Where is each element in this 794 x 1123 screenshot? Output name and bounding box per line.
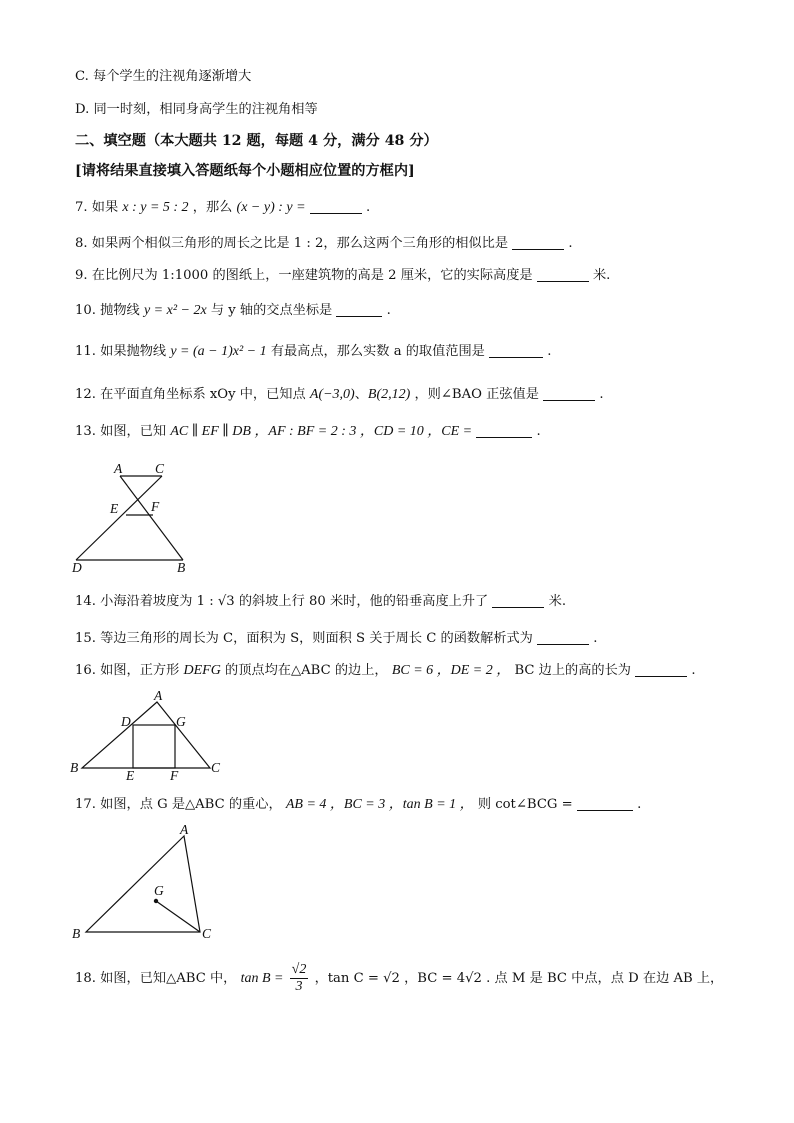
q7-math1: x : y = 5 : 2 [122, 200, 189, 215]
question-7 [75, 199, 370, 217]
question-15 [75, 630, 597, 648]
q16-mid: 的顶点均在△ABC 的边上， [225, 663, 388, 678]
q8-post: . [568, 236, 573, 251]
q12-mid: ，则∠BAO 正弦值是 [414, 387, 539, 402]
q14-post: 米. [548, 594, 567, 609]
q17-pre: 17. 如图，点 G 是△ABC 的重心， [75, 797, 282, 812]
q7-answer-blank [310, 199, 362, 214]
q16-answer-blank [635, 662, 687, 677]
question-17 [75, 796, 641, 814]
q15-pre: 15. 等边三角形的周长为 C，面积为 S，则面积 S 关于周长 C 的函数解析式为 [75, 631, 533, 646]
q10-mid: 与 y 轴的交点坐标是 [210, 303, 333, 318]
fig16-label-g: G [176, 714, 186, 729]
fig17-label-g: G [154, 883, 164, 898]
fig17-label-a: A [180, 822, 189, 837]
q13-post: . [536, 424, 541, 439]
q17-math: AB = 4 ，BC = 3 ，tan B = 1 ， [285, 797, 474, 812]
q12-sep: 、 [354, 387, 368, 402]
fig13-segment-ab [120, 476, 183, 560]
fig17-label-c: C [202, 926, 212, 941]
q7-post: . [365, 200, 371, 215]
q15-answer-blank [537, 630, 589, 645]
fig16-label-e: E [126, 768, 135, 783]
q18-tanb: tan B = [240, 971, 284, 986]
q7-pre: 7. 如果 [75, 200, 119, 215]
q11-pre: 11. 如果抛物线 [75, 344, 167, 359]
figure-16 [66, 688, 226, 784]
fig13-label-b: B [177, 560, 186, 575]
question-9 [75, 267, 610, 285]
q16-post: . [691, 663, 696, 678]
fig17-label-b: B [72, 926, 81, 941]
fig16-label-a: A [154, 688, 163, 703]
fig16-triangle-abc [82, 702, 210, 768]
q12-post: . [599, 387, 604, 402]
q17-tail: 则 cot∠BCG = [477, 797, 573, 812]
q13-answer-blank [476, 423, 532, 438]
fig16-label-f: F [170, 768, 179, 783]
q14-pre: 14. 小海沿着坡度为 1 : √3 的斜坡上行 80 米时，他的铅垂高度上升了 [75, 594, 489, 609]
q11-math: y = (a − 1)x² − 1 [170, 344, 267, 359]
q17-post: . [637, 797, 642, 812]
q16-square: DEFG [183, 663, 221, 678]
q12-point-b: B(2,12) [367, 387, 411, 402]
figure-17 [66, 820, 226, 944]
fig13-label-d: D [72, 560, 82, 575]
fig13-label-e: E [110, 501, 119, 516]
q11-answer-blank [489, 343, 543, 358]
q18-fraction [290, 962, 309, 995]
q17-answer-blank [577, 796, 633, 811]
question-8 [75, 235, 573, 253]
q15-post: . [593, 631, 598, 646]
q10-math: y = x² − 2x [143, 303, 207, 318]
q8-answer-blank [512, 235, 564, 250]
q18-pre: 18. 如图，已知△ABC 中， [75, 971, 237, 986]
fig16-label-d: D [121, 714, 131, 729]
question-13 [75, 423, 541, 441]
q18-fraction-numerator: √2 [291, 962, 307, 977]
q18-rest: ，tan C = √2 ，BC = 4√2 . 点 M 是 BC 中点，点 D 在边 AB 上， [314, 971, 724, 986]
q11-mid: 有最高点，那么实数 a 的取值范围是 [270, 344, 485, 359]
fig13-label-a: A [114, 461, 123, 476]
fig17-point-g [154, 899, 158, 903]
q16-tail: BC 边上的高的长为 [514, 663, 631, 678]
question-16 [75, 662, 696, 680]
question-11 [75, 343, 551, 361]
option-d: D. 同一时刻，相同身高学生的注视角相等 [75, 102, 318, 117]
section-title: 二、填空题（本大题共 12 题，每题 4 分，满分 48 分） [75, 133, 438, 149]
q10-post: . [386, 303, 391, 318]
question-10 [75, 302, 391, 320]
q16-pre: 16. 如图，正方形 [75, 663, 180, 678]
fig16-label-c: C [211, 760, 221, 775]
option-c: C. 每个学生的注视角逐渐增大 [75, 69, 252, 84]
q8-pre: 8. 如果两个相似三角形的周长之比是 1 : 2，那么这两个三角形的相似比是 [75, 236, 509, 251]
q12-point-a: A(−3,0) [309, 387, 355, 402]
q13-pre: 13. 如图，已知 [75, 424, 167, 439]
fig13-segment-cd [76, 476, 162, 560]
fig16-label-b: B [70, 760, 79, 775]
fig13-label-c: C [155, 461, 165, 476]
q7-mid: ，那么 [192, 200, 233, 215]
q16-math: BC = 6 ，DE = 2 ， [391, 663, 511, 678]
q9-post: 米. [592, 268, 611, 283]
q12-answer-blank [543, 386, 595, 401]
fig17-triangle-abc [86, 836, 200, 932]
fig16-square-defg [133, 725, 175, 768]
question-12 [75, 386, 604, 404]
figure-13 [66, 458, 196, 576]
q7-math2: (x − y) : y = [236, 200, 306, 215]
q10-pre: 10. 抛物线 [75, 303, 140, 318]
question-18 [75, 960, 723, 998]
question-14 [75, 593, 566, 611]
q9-answer-blank [537, 267, 589, 282]
q18-fraction-denominator: 3 [295, 979, 303, 994]
q9-pre: 9. 在比例尺为 1:1000 的图纸上，一座建筑物的高是 2 厘米，它的实际高度是 [75, 268, 533, 283]
q11-post: . [547, 344, 552, 359]
q12-pre: 12. 在平面直角坐标系 xOy 中，已知点 [75, 387, 306, 402]
instruction: [请将结果直接填入答题纸每个小题相应位置的方框内] [75, 163, 415, 179]
q10-answer-blank [336, 302, 382, 317]
q13-math: AC ∥ EF ∥ DB ，AF : BF = 2 : 3 ，CD = 10 ，CE = [170, 424, 473, 439]
q14-answer-blank [492, 593, 544, 608]
fig13-label-f: F [151, 499, 160, 514]
fig17-segment-gc [156, 901, 200, 932]
